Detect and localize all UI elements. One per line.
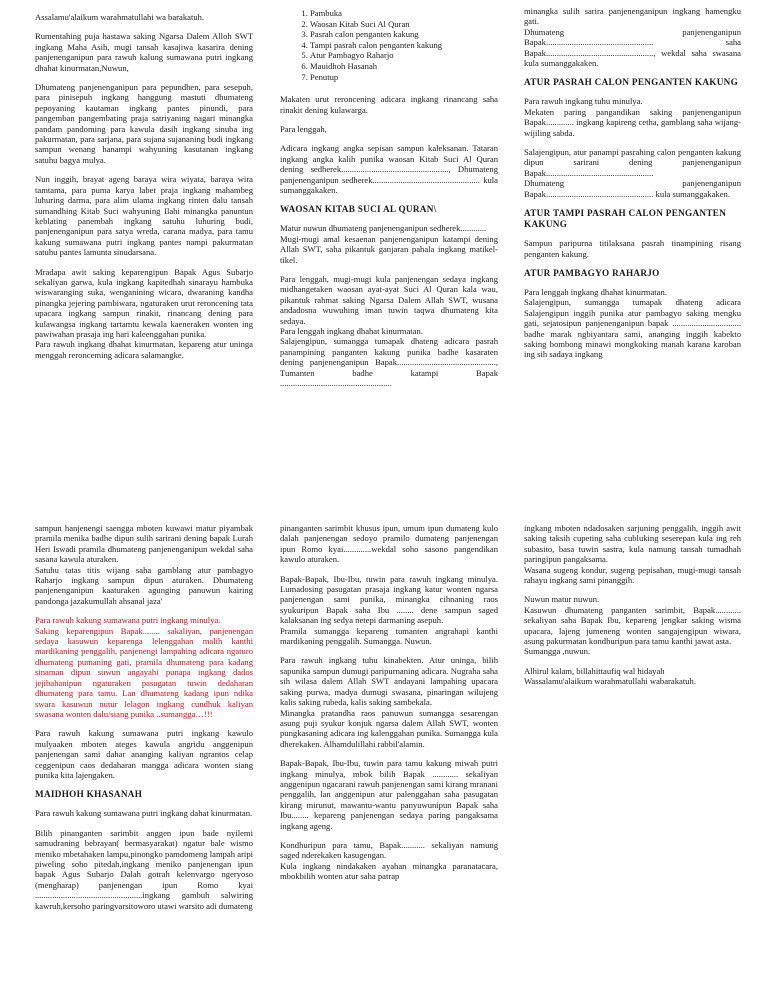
paragraph: Salajengipun, atur panampi pasrahing calon penganten kakung dipun sarirani dening panjenenganipun Bapak.................................................. Dhumateng panjenenganipun Bapak.................................................. kula sumanggakaken. — [524, 147, 741, 199]
paragraph: minangka sulih sarira panjenenganipun ingkang hamengku gati. Dhumateng panjenenganipun Bapak.................................................. saha Bapak.................................................., wekdal saha swasana kula sumanggakaken. — [524, 6, 741, 69]
column-top-left — [35, 12, 253, 369]
section-heading: ATUR PAMBAGYO RAHARJO — [524, 267, 660, 278]
paragraph: Bilih pinanganten sarimbit anggen ipun bade nyilemi samudraning bebrayan( bermasyarakat) ngatur bale wismo meniko mbetahaken lampu,pinongko pamdomeng lampah aripi piweling soho pitedah,ingkang meniko panjenengan ipun bapak Agus Subarjo Dalah gotrah kelenvargo ngeryoso (mengharap) panjenengan ipun Romo kyai ..................................................ingkang gambuh salwiring kawruh,kersoho paringvarsitoworo utawi warsito adi dumateng — [35, 827, 253, 911]
paragraph: Para rawuh kakung sumawana putri ingkang kawulo mulyaaken mboten ateges kawula angridu anggenipun panjenengan sami dahar ananging kaliyan ngrantos celap ceggenipun caos dedaharan mangga adicara wonten siang punika kita lajengaken. — [35, 728, 253, 780]
agenda-list — [280, 8, 498, 82]
column-bottom-left — [35, 523, 253, 911]
paragraph-announcement: Mradapa awit saking keparengipun Bapak Agus Subarjo sekaliyan garwa, kula ingkang kapitedhah sinarayu hambuka wiswaranging suka, wenganining wicara, dwaraning kandha pinangka jejering pambiwara, ngaturaken urut reroncening tata upacara ingkang sampun rinakit, rinancang dening para kulawangsa ingkang tartamtu kewala kaeneraken wonten ing pawiwahan prasaja ing hari kaleenggahan punika. Para rawuh ingkang dhahat kinurmatan, kepareng atur uninga menggah reronceming adicara salamangke. — [35, 266, 253, 360]
paragraph: Para rawuh ingkang tuhu minulya. Mekaten paring pangandikan saking panjenenganipun Bapak............. ingkang kapireng cetha, gamblang saha wijang-wijiling sabda. — [524, 96, 741, 138]
agenda-item: 5. Atur Pambagyo Raharjo — [310, 50, 498, 61]
paragraph: Sampun paripurna titilaksana pasrah tinampining risang penganten kakung. — [524, 238, 741, 259]
section-heading: WAOSAN KITAB SUCI AL QURAN\ — [280, 204, 437, 215]
highlighted-red-paragraph: Para rawuh kakung sumawana putri ingkang minulya. Saking keparengipun Bapak........ sakaliyan, panjenengan sedaya kasuwun keparenga lelenggahan malih kanthi mardikaning penggalih, panjenengi lampahing adicara ngaturo dhumateng pumaning gati, pramila dhumateng para kadang sinaman dipun suwun angayahi punapa ingkang dados jejibahanipun ngaturaken pasugatan tuwin dedaharan dhumateng para tamu. Lan dhumateng kadang ipun ndika swara kasuwun nutur lelagon ingkang cundhuk kaliyan swasana wonten dalu/siang punika ..sumangga…!!! — [35, 615, 253, 719]
agenda-item: 4. Tampi pasrah calon penganten kakung — [310, 40, 498, 51]
paragraph: Para lenggah, — [280, 123, 327, 134]
paragraph: Bapak-Bapak, Ibu-Ibu, tuwin para tamu kakung miwah putri ingkang minulya, mbok bilih Bapak ............ sekaliyan anggenipun ngacarani rawuh panjenengan sami kirang mranani penggalih, lan anggenipun atur palenggahan saha pasugatan kirang mirunut, mawantu-wantu panyuwunipun Bapak saha Ibu........ kepareng panjenengan sedaya paring pangaksama ingkang ageng. — [280, 758, 498, 831]
paragraph: Makaten urut reroncening adicara ingkang rinancang saha rinakit dening kulawarga. — [280, 94, 498, 115]
section-heading: ATUR TAMPI PASRAH CALON PENGANTEN KAKUNG — [524, 208, 727, 230]
paragraph-guests: Nun inggih, brayat ageng baraya wira wiyata, baraya wira tamtama, para puma karya labet praja ingkang mahambeg luhuring darma, para alim ulama ingkang rinten dalu tansah sumandhing Kitab Suci wahyuning Ilahi minangka panuntun keblating panembah ingkang satuhu luhuring budi, panjenenganipun para satya wreda, carana madya, para tamu kakung sumawana putri ingkang pantes nampi pakurmatan satuhu pantes lamunta sinudarsana. — [35, 174, 253, 258]
agenda-item: 2. Waosan Kitab Suci Al Quran — [310, 19, 498, 30]
paragraph: ingkang mboten ndadosaken sarjuning penggalih, inggih awit saking taksih cupeting saha cubluking seserepan kula ing reh subasito, basa tuwin sastra, kula namung tansah tumadhah paringipun pangaksama. Wasana sugeng kondur, sugeng pepisahan, mugi-mugi tansah rahayu ingkang sami pinanggih. — [524, 523, 741, 586]
paragraph: Adicara ingkang angka sepisan sampun kaleksanan. Tataran ingkang angka kalih punika waosan Kitab Suci Al Quran dening sedherek.................................................., Dhumateng panjenenganipun sedherek.................................................. kula sumanggakaken. — [280, 143, 498, 195]
agenda-item: 3. Pasrah calon penganten kakung — [310, 29, 498, 40]
section-heading: ATUR PASRAH CALON PENGANTEN KAKUNG — [524, 77, 739, 88]
section-heading: MAIDHOH KHASANAH — [35, 789, 143, 800]
salam-closing: Alhirul kalam, billahittaufiq wal hidayah Wassalamu'alaikum warahmatullahi wabarakatuh. — [524, 665, 696, 687]
paragraph: Kondhuripun para tamu, Bapak........... sekaliyan namung saged nderekaken kasugengan. Kula ingkang nindakaken ayahan minangka paranatacara, mbokbilih wonten atur saha patrap — [280, 839, 498, 882]
paragraph: Bapak-Bapak, Ibu-Ibu, tuwin para rawuh ingkang minulya. Lumadosing pasugatan prasaja ingkang katur wonten ngarsa panjenengan sami punika, minangka cihnaning raos syukuripun Bapak saha Ibu ........ dene sampun saged kalaksanan ing sedya netepi darmaning asepuh. Pramila sumangga kepareng tumanten angrahapi kanthi mardikaning penggalih. Sumangga. Nuwun. — [280, 573, 498, 647]
paragraph: Nuwun matur nuwun. Kasuwun dhumateng panganten sarimbit, Bapak............ sekaliyan saha Bapak Ibu, kepareng jengkar saking wisma upacara, lajeng jumeneng wonten sangajengipun wiwara, asung pakurmatan kondhuripun para tamu kanthi jawat asta. Sumangga ,nuwun. — [524, 594, 741, 657]
column-bottom-right — [524, 523, 741, 696]
paragraph: Para lenggah ingkang dhahat kinurmatan. Salajengipun, sumangga tumapak dhateng adicara Salajengipun inggih punika atur pambagyo saking mengku gati, sejatosipun panjenenganipun bapak ................................ badhe marak ngbiyantara sami, ananging inggih kabekto saking bombong minawi mongkoking manah karana karoban ing sih sadaya ingkang — [524, 286, 741, 360]
agenda-item: 7. Penutup — [310, 72, 498, 83]
paragraph: Para rawuh kakung sumawana putri ingkang dahat kinurmatan. — [35, 808, 253, 819]
paragraph-elders: Dhumateng panjenenganipun para pepundhen, para sesepuh, para pinisepuh ingkang hanggung mastuti dhumateng pepoyaning kautaman ingkang pantes pinundi, para pangemban pangembating praja satriyaning nagari minangka pandam pandoming para kawula dasih ingkang sinuba ing pakurmatan, para sarjana, para sujana sujananing budi ingkang sampun wenang hanampi wahyuning kasutanan ingkang satuhu bagya mulya. — [35, 82, 253, 165]
paragraph: Para lenggah, mugi-mugi kula panjenengan sedaya ingkang midhangetaken waosan ayat-ayat Suci Al Quran kala wau, pikantuk rahmat saking Ngarsa Dalem Allah SWT, wusana andadosna wuwuhing iman tuwin taqwa dhumateng kita sedaya. Para lenggah ingkang dhahat kinurmatan. Salajengipun, sumangga tumapak dhateng adicara pasrah panampining panganten kakung punika badhe kasaraten dening panjenenganipun Bapak.............................................., Tumanten badhe katampi Bapak .................................................... — [280, 274, 498, 389]
column-top-right — [524, 6, 741, 360]
paragraph: sampun hanjenengi saengga mboten kuwawi matur piyambak pramila menika badhe dipun sulih sarirani dening bapak Lurah Heri Iswadi pramila dhumateng panjenenganipun wekdal saha sasana kawula aturaken. Satuhu tatas titis wijang saha gamblang atur pambagyo Raharjo ingkang sampun dipun aturaken. Dhumateng panjenenganipun kaaturaken agunging panuwun kairing pandonga jazakumullah ahsanal jaza' — [35, 523, 253, 606]
salam-opening: Assalamu'alaikum warahmatullahi wa barakatuh. — [35, 12, 205, 22]
paragraph: pinanganten sarimbit khusus ipun, umum ipun dumateng kulo dalah panjenengan sedoyo pramilo dumateng panjenengan ipun Romo kyai.............wekdal soho sasono pangendikan kawulo aturaken. — [280, 523, 498, 565]
agenda-item: 6. Mauidhoh Hasanah — [310, 61, 498, 72]
agenda-item: 1. Pambuka — [310, 8, 498, 19]
paragraph: Matur nuwun dhumateng panjenenganipun sedherek............ Mugi-mugi amal kesaenan panjenenganipun katampi dening Allah SWT, saha pikantuk ganjaran pahala ingkang matikel-tikel. — [280, 223, 498, 265]
column-top-middle — [280, 8, 498, 398]
paragraph-praise: Rumentahing puja hastawa saking Ngarsa Dalem Alloh SWT ingkang Maha Asih, mugi tansah kasajiwa kasarira dening panjenenganipun para rawuh kalung sumawana putri ingkang dhahat kinurmatan,Nuwun, — [35, 31, 253, 73]
column-bottom-middle — [280, 523, 498, 882]
paragraph: Para rawuh ingkang tuhu kinabekten. Atur uninga, bilih sapunika sampun dumugi paripurnaning adicara. Nugraha saha sih wilasa dalem Allah SWT andayani lampahing upacara saking purwa, madya dumugi swasana, pinaringan wilujeng kalis saking rubeda, kalis saking sambekala. Minangka pratandha raos panuwun sumangga sesarengan asung puji syukur konjuk ngarsa dalem Allah SWT, wonten pungkasaning adicara ing kalenggahan punika. Sumangga kula dherekaken. Alhamdulillahi rabbil'alamin. — [280, 655, 498, 749]
